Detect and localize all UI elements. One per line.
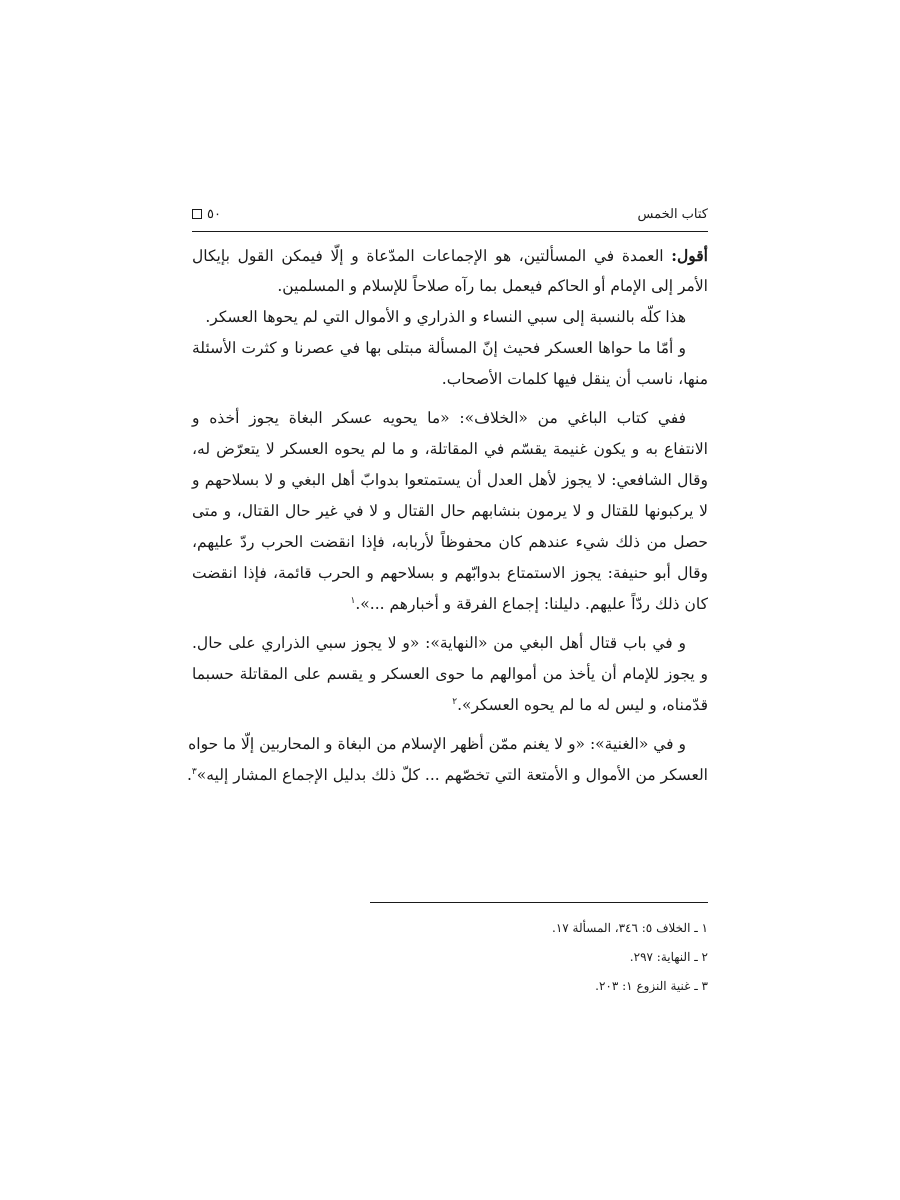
text-line (192, 240, 708, 271)
text-line: هذا كلّه بالنسبة إلى سبي النساء و الذراري و الأموال التي لم يحوها العسكر. (205, 308, 686, 326)
book-title: كتاب الخمس (637, 206, 708, 222)
text-line (192, 690, 708, 721)
footnote-rule (370, 902, 708, 903)
text-line: وقال أبو حنيفة: يجوز الاستمتاع بدوابّهم و بسلاحهم و الحرب قائمة، فإذا انقضت (192, 564, 708, 582)
text-span: . (186, 766, 192, 784)
text-line: الأمر إلى الإمام أو الحاكم فيعمل بما رآه صلاحاً للإسلام و المسلمين. (277, 277, 708, 295)
text-line (192, 589, 708, 620)
footnotes (370, 914, 708, 1001)
text-span: كان ذلك ردّاً عليهم. دليلنا: إجماع الفرقة و أخبارهم ...». (355, 595, 708, 613)
text-span: العمدة في المسألتين، هو الإجماعات المدّعاة و إلّا فيمكن القول بإيكال (192, 247, 672, 265)
text-span: العسكر من الأموال و الأمتعة التي تخصّهم ... كلّ ذلك بدليل الإجماع المشار إليه» (196, 766, 708, 784)
text-line: و في «الغنية»: «و لا يغنم ممّن أظهر الإسلام من البغاة و المحاربين إلّا ما حواه (188, 735, 686, 753)
text-line: و يجوز للإمام أن يأخذ من أموالهم ما حوى العسكر و يقسم على المقاتلة حسبما (192, 665, 708, 683)
text-line: الانتفاع به و يكون غنيمة يقسّم في المقاتلة، و ما لم يحوه العسكر لا يتعرّض له، (192, 440, 708, 458)
footnote-item: ١ ـ الخلاف ٥: ٣٤٦، المسألة ١٧. (551, 921, 708, 935)
page-number-group (192, 207, 221, 222)
text-line (186, 760, 708, 791)
text-line: و أمّا ما حواها العسكر فحيث إنّ المسألة مبتلى بها في عصرنا و كثرت الأسئلة (192, 339, 686, 357)
footnote-item: ٣ ـ غنية النزوع ١: ٢٠٣. (595, 979, 708, 993)
footnote-marker[interactable]: ١ (350, 595, 356, 606)
running-header (192, 203, 708, 225)
square-icon (192, 209, 202, 219)
bold-lead: أقول: (671, 246, 708, 265)
text-line: حصل من ذلك شيء عندهم كان محفوظاً لأربابه، فإذا انقضت الحرب ردّ عليهم، (192, 533, 708, 551)
text-span: قدّمناه، و ليس له ما لم يحوه العسكر». (457, 696, 708, 714)
footnote-marker[interactable]: ٣ (191, 766, 197, 777)
text-line: ففي كتاب الباغي من «الخلاف»: «ما يحويه عسكر البغاة يجوز أخذه و (192, 409, 686, 427)
text-line: منها، ناسب أن ينقل فيها كلمات الأصحاب. (441, 370, 708, 388)
header-rule (192, 231, 708, 232)
text-line: وقال الشافعي: لا يجوز لأهل العدل أن يستمتعوا بدوابّ أهل البغي و لا بسلاحهم و (192, 471, 708, 489)
main-text (186, 240, 708, 791)
footnote-item: ٢ ـ النهاية: ٢٩٧. (629, 950, 708, 964)
text-line: لا يركبونها للقتال و لا يرمون بنشابهم حال القتال و لا في غير حال القتال، و متى (192, 502, 708, 520)
page-number: ٥٠ (207, 206, 221, 222)
text-line: و في باب قتال أهل البغي من «النهاية»: «و لا يجوز سبي الذراري على حال. (192, 634, 686, 652)
footnote-marker[interactable]: ٢ (452, 696, 458, 707)
